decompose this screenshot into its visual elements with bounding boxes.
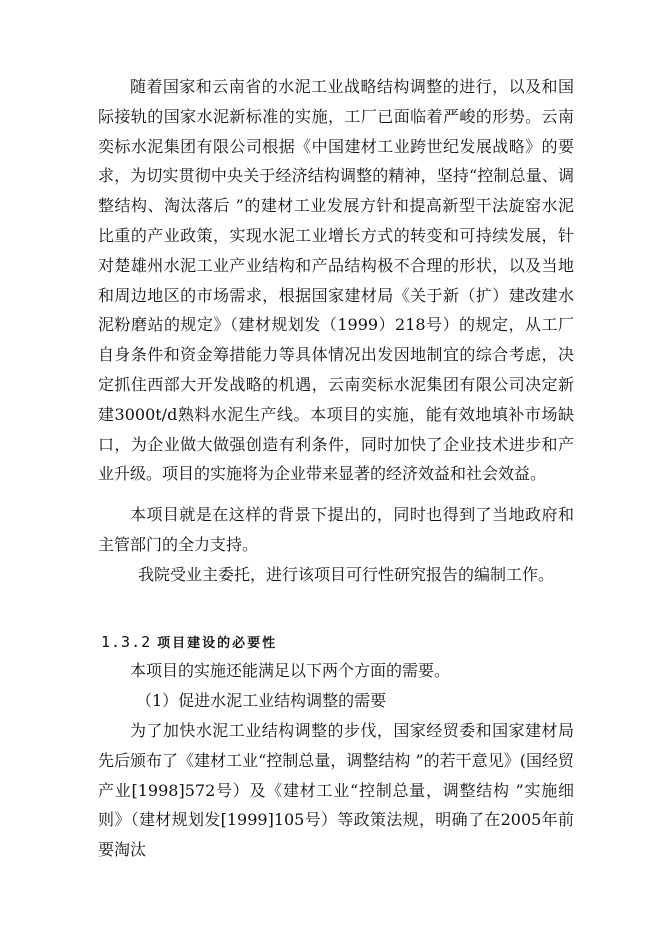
section-number: 1.3.2 [101, 633, 152, 651]
paragraph-background: 随着国家和云南省的水泥工业战略结构调整的进行，以及和国际接轨的国家水泥新标准的实施，工厂已面临着严峻的形势。云南奕标水泥集团有限公司根据《中国建材工业跨世纪发展战略》的要求，为切实贯彻中央关于经济结构调整的精神，坚持“控制总量、调整结构、淘汰落后 ”的建材工业发展方针和提高新型干法旋窑水泥比重的产业政策，实现水泥工业增长方式的转变和可持续发展，针对楚雄州水泥工业产业结构和产品结构极不合理的形状，以及当地和周边地区的市场需求，根据国家建材局《关于新（扩）建改建水泥粉磨站的规定》（建材规划发（1999）218号）的规定，从工厂自身条件和资金筹措能力等具体情况出发因地制宜的综合考虑，决定抓住西部大开发战略的机遇，云南奕标水泥集团有限公司决定新建3000t/d熟料水泥生产线。本项目的实施，能有效地填补市场缺口，为企业做大做强创造有利条件，同时加快了企业技术进步和产业升级。项目的实施将为企业带来显著的经济效益和社会效益。 [98, 77, 574, 484]
section-heading [101, 627, 277, 658]
paragraph-intro: 本项目的实施还能满足以下两个方面的需要。 [130, 661, 451, 680]
paragraph-commission: 我院受业主委托，进行该项目可行性研究报告的编制工作。 [138, 565, 555, 584]
section-title: 项目建设的必要性 [157, 636, 278, 651]
paragraph-support: 本项目就是在这样的背景下提出的，同时也得到了当地政府和主管部门的全力支持。 [98, 505, 574, 554]
subheading-structure: （1）促进水泥工业结构调整的需要 [136, 691, 387, 710]
paragraph-policy: 为了加快水泥工业结构调整的步伐，国家经贸委和国家建材局先后颁布了《建材工业“控制总量，调整结构 ”的若干意见》(国经贸产业[1998]572号）及《建材工业“控制总量，调整结构 ”实施细则》（建材规划发[1999]105号）等政策法规，明确了在2005年前要淘汰 [98, 721, 574, 860]
